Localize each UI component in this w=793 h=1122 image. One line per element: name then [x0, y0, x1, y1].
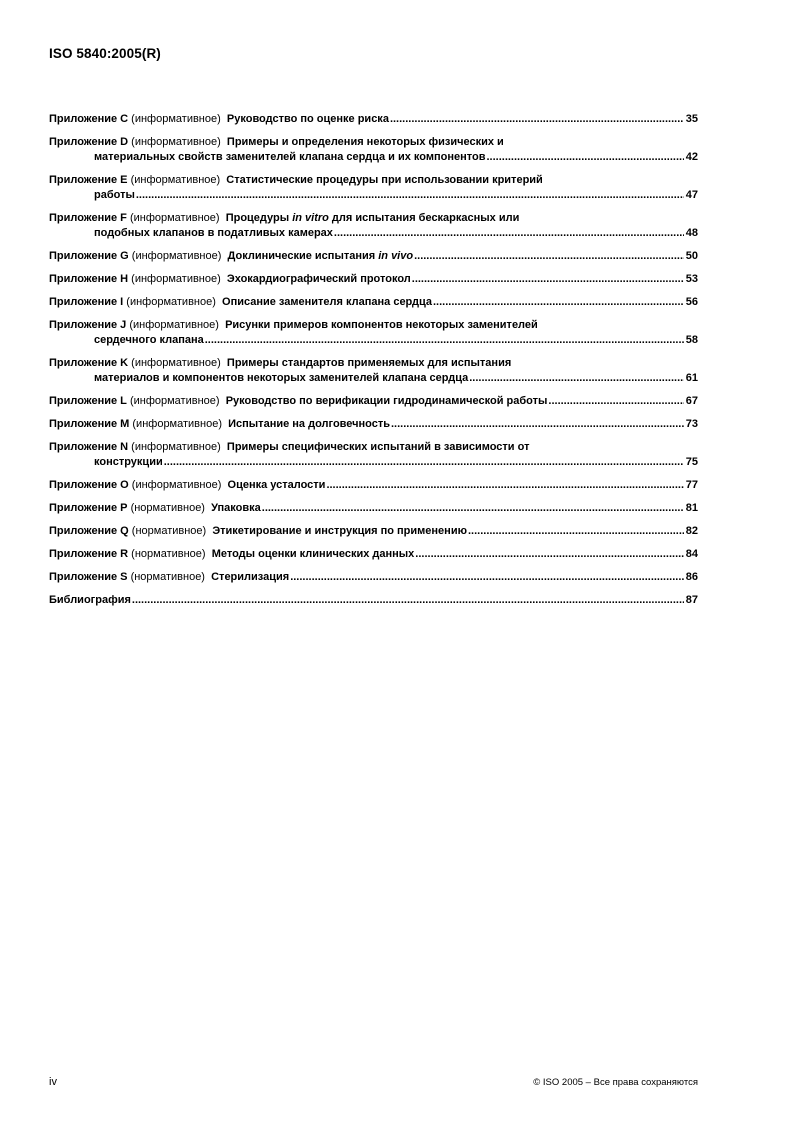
dot-leader	[415, 547, 683, 562]
dot-leader	[412, 272, 684, 287]
page-number: 73	[685, 418, 698, 430]
annex-type: (нормативное)	[130, 571, 205, 583]
dot-leader	[262, 501, 684, 516]
dot-leader	[486, 150, 683, 165]
annex-type: (информативное)	[131, 113, 221, 125]
dot-leader	[334, 226, 684, 241]
dot-leader	[391, 417, 684, 432]
annex-label: Приложение M	[49, 418, 130, 430]
page-number: 48	[685, 227, 698, 239]
page-number: 82	[685, 525, 698, 537]
toc-entry-annex-m[interactable]	[49, 417, 698, 432]
toc-entry-annex-n[interactable]	[49, 440, 698, 470]
annex-title-line-2: подобных клапанов в податливых камерах	[94, 227, 333, 239]
annex-title-line-2: материальных свойств заменителей клапана сердца и их компонентов	[94, 151, 486, 163]
page-number: 35	[685, 113, 698, 125]
annex-label: Приложение E	[49, 174, 128, 186]
annex-type: (информативное)	[131, 357, 221, 369]
annex-title: Упаковка	[211, 502, 261, 514]
annex-title-line-1: Примеры специфических испытаний в зависимости от	[226, 441, 530, 453]
page-number: 77	[685, 479, 698, 491]
annex-title-line-1: Примеры стандартов применяемых для испытания	[226, 357, 512, 369]
page-number: 50	[685, 250, 698, 262]
toc-entry-annex-p[interactable]	[49, 501, 698, 516]
annex-label: Приложение D	[49, 136, 129, 148]
dot-leader	[326, 478, 683, 493]
page-number: 75	[685, 456, 698, 468]
annex-title: Руководство по верификации гидродинамической работы	[225, 395, 548, 407]
annex-title-line-2: конструкции	[94, 456, 163, 468]
annex-label: Приложение F	[49, 212, 127, 224]
toc-entry-bibliography[interactable]	[49, 593, 698, 608]
annex-label: Приложение J	[49, 319, 127, 331]
annex-title: Руководство по оценке риска	[226, 113, 389, 125]
annex-type: (информативное)	[126, 296, 216, 308]
annex-title: Испытание на долговечность	[228, 418, 390, 430]
page-number: 56	[685, 296, 698, 308]
annex-type: (информативное)	[131, 250, 222, 262]
document-header: ISO 5840:2005(R)	[49, 46, 161, 61]
page-number: 84	[685, 548, 698, 560]
annex-title-italic: in vivo	[378, 250, 414, 262]
annex-title-part-1: Процедуры	[225, 212, 290, 224]
page-number: 42	[685, 151, 698, 163]
annex-title: Этикетирование и инструкция по применению	[212, 525, 467, 537]
annex-label: Приложение S	[49, 571, 128, 583]
annex-label: Приложение R	[49, 548, 129, 560]
dot-leader	[414, 249, 684, 264]
annex-type: (нормативное)	[131, 548, 206, 560]
annex-title: Эхокардиографический протокол	[226, 273, 411, 285]
annex-type: (информативное)	[129, 212, 220, 224]
page-number: 87	[685, 594, 698, 606]
annex-title: Описание заменителя клапана сердца	[222, 296, 432, 308]
dot-leader	[290, 570, 684, 585]
toc-entry-annex-s[interactable]	[49, 570, 698, 585]
annex-title: Доклинические испытания	[227, 250, 376, 262]
toc-entry-annex-l[interactable]	[49, 394, 698, 409]
annex-type: (информативное)	[132, 418, 222, 430]
footer-page-number: iv	[49, 1076, 57, 1088]
toc-entry-annex-e[interactable]	[49, 173, 698, 203]
toc-entry-annex-g[interactable]	[49, 249, 698, 264]
table-of-contents	[49, 112, 698, 616]
toc-entry-annex-c[interactable]	[49, 112, 698, 127]
annex-type: (информативное)	[131, 441, 221, 453]
annex-label: Приложение C	[49, 113, 129, 125]
annex-label: Приложение L	[49, 395, 127, 407]
dot-leader	[469, 371, 684, 386]
annex-title: Методы оценки клинических данных	[211, 548, 415, 560]
toc-entry-annex-h[interactable]	[49, 272, 698, 287]
annex-title-line-1: Статистические процедуры при использовании критерий	[226, 174, 543, 186]
annex-title-line-1: Рисунки примеров компонентов некоторых заменителей	[225, 319, 538, 331]
dot-leader	[205, 333, 684, 348]
annex-type: (нормативное)	[130, 502, 205, 514]
dot-leader	[132, 593, 684, 608]
annex-title: Оценка усталости	[227, 479, 326, 491]
page-number: 67	[685, 395, 698, 407]
annex-label: Приложение P	[49, 502, 128, 514]
annex-type: (информативное)	[130, 174, 221, 186]
toc-entry-annex-i[interactable]	[49, 295, 698, 310]
footer-copyright: © ISO 2005 – Все права сохраняются	[533, 1077, 698, 1088]
toc-entry-annex-q[interactable]	[49, 524, 698, 539]
annex-title-line-1: Примеры и определения некоторых физических и	[226, 136, 504, 148]
annex-type: (информативное)	[131, 273, 221, 285]
annex-type: (информативное)	[131, 136, 221, 148]
annex-title-line-2: сердечного клапана	[94, 334, 204, 346]
annex-label: Приложение H	[49, 273, 129, 285]
annex-type: (информативное)	[129, 319, 219, 331]
annex-title-line-2: работы	[94, 189, 135, 201]
page-number: 61	[685, 372, 698, 384]
annex-title: Стерилизация	[211, 571, 290, 583]
toc-entry-annex-f[interactable]	[49, 211, 698, 241]
dot-leader	[390, 112, 684, 127]
dot-leader	[468, 524, 684, 539]
annex-title-italic: in vitro	[292, 212, 329, 224]
bibliography-label: Библиография	[49, 594, 131, 606]
page-number: 53	[685, 273, 698, 285]
annex-label: Приложение K	[49, 357, 129, 369]
toc-entry-annex-k[interactable]	[49, 356, 698, 386]
annex-type: (нормативное)	[131, 525, 207, 537]
page-number: 86	[685, 571, 698, 583]
annex-label: Приложение I	[49, 296, 124, 308]
dot-leader	[548, 394, 683, 409]
page-number: 58	[685, 334, 698, 346]
dot-leader	[136, 188, 684, 203]
annex-title-line-2: материалов и компонентов некоторых заменителей клапана сердца	[94, 372, 469, 384]
page-number: 47	[685, 189, 698, 201]
page-number: 81	[685, 502, 698, 514]
dot-leader	[433, 295, 684, 310]
toc-entry-annex-o[interactable]	[49, 478, 698, 493]
toc-entry-annex-d[interactable]	[49, 135, 698, 165]
annex-label: Приложение N	[49, 441, 129, 453]
annex-label: Приложение Q	[49, 525, 129, 537]
annex-label: Приложение O	[49, 479, 129, 491]
annex-type: (информативное)	[129, 395, 220, 407]
annex-title-part-2: для испытания бескаркасных или	[331, 212, 520, 224]
toc-entry-annex-r[interactable]	[49, 547, 698, 562]
dot-leader	[164, 455, 684, 470]
toc-entry-annex-j[interactable]	[49, 318, 698, 348]
annex-label: Приложение G	[49, 250, 129, 262]
annex-type: (информативное)	[131, 479, 222, 491]
